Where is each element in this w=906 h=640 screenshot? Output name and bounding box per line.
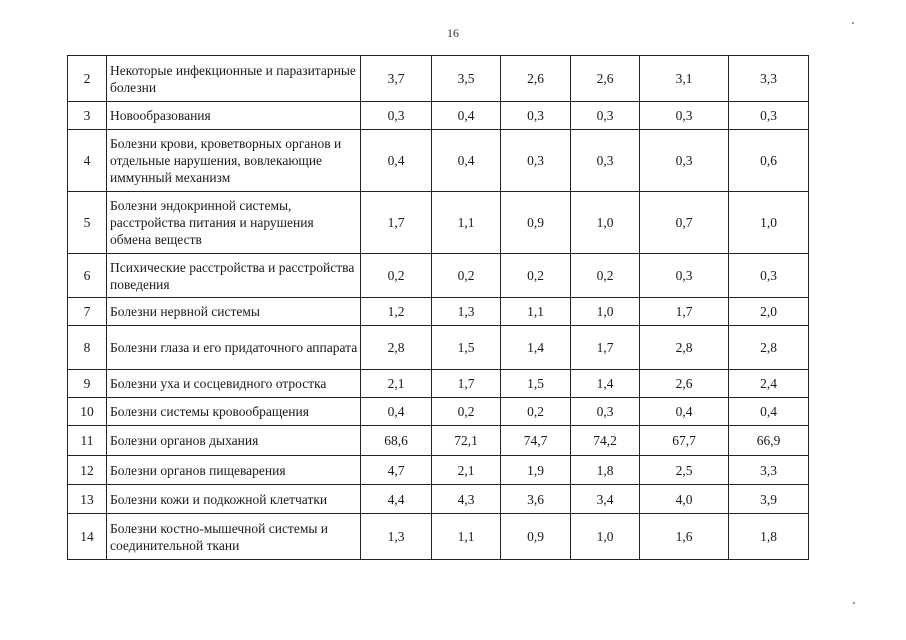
morbidity-table bbox=[67, 55, 809, 560]
row-number: 13 bbox=[68, 485, 107, 514]
value-cell: 3,7 bbox=[361, 56, 432, 102]
value-cell: 3,1 bbox=[640, 56, 729, 102]
disease-class-name: Болезни органов пищеварения bbox=[107, 456, 361, 485]
value-cell: 0,3 bbox=[501, 130, 571, 192]
value-cell: 1,4 bbox=[571, 370, 640, 398]
value-cell: 74,2 bbox=[571, 426, 640, 456]
value-cell: 2,0 bbox=[729, 298, 809, 326]
value-cell: 1,2 bbox=[361, 298, 432, 326]
value-cell: 0,3 bbox=[571, 102, 640, 130]
disease-class-name: Болезни костно-мышечной системы и соединительной ткани bbox=[107, 514, 361, 560]
value-cell: 3,4 bbox=[571, 485, 640, 514]
value-cell: 1,3 bbox=[361, 514, 432, 560]
value-cell: 0,2 bbox=[501, 398, 571, 426]
value-cell: 2,1 bbox=[432, 456, 501, 485]
value-cell: 0,2 bbox=[571, 254, 640, 298]
table-row bbox=[68, 298, 809, 326]
table-row bbox=[68, 514, 809, 560]
value-cell: 1,3 bbox=[432, 298, 501, 326]
value-cell: 0,2 bbox=[501, 254, 571, 298]
value-cell: 4,4 bbox=[361, 485, 432, 514]
value-cell: 0,3 bbox=[640, 102, 729, 130]
value-cell: 1,5 bbox=[501, 370, 571, 398]
disease-class-name: Болезни крови, кроветворных органов и отдельные нарушения, вовлекающие иммунный механизм bbox=[107, 130, 361, 192]
value-cell: 1,0 bbox=[571, 192, 640, 254]
value-cell: 0,4 bbox=[432, 130, 501, 192]
value-cell: 2,8 bbox=[729, 326, 809, 370]
value-cell: 1,0 bbox=[729, 192, 809, 254]
row-number: 11 bbox=[68, 426, 107, 456]
value-cell: 68,6 bbox=[361, 426, 432, 456]
value-cell: 2,6 bbox=[501, 56, 571, 102]
disease-class-name: Новообразования bbox=[107, 102, 361, 130]
value-cell: 3,6 bbox=[501, 485, 571, 514]
value-cell: 0,3 bbox=[571, 130, 640, 192]
table-row bbox=[68, 426, 809, 456]
value-cell: 2,8 bbox=[361, 326, 432, 370]
table-row bbox=[68, 370, 809, 398]
scan-speck bbox=[852, 22, 854, 24]
value-cell: 0,3 bbox=[729, 254, 809, 298]
disease-class-name: Болезни органов дыхания bbox=[107, 426, 361, 456]
value-cell: 0,3 bbox=[501, 102, 571, 130]
row-number: 2 bbox=[68, 56, 107, 102]
row-number: 5 bbox=[68, 192, 107, 254]
value-cell: 2,6 bbox=[571, 56, 640, 102]
value-cell: 0,9 bbox=[501, 514, 571, 560]
value-cell: 67,7 bbox=[640, 426, 729, 456]
table-row bbox=[68, 130, 809, 192]
table-row bbox=[68, 56, 809, 102]
value-cell: 1,0 bbox=[571, 298, 640, 326]
value-cell: 1,7 bbox=[571, 326, 640, 370]
value-cell: 1,4 bbox=[501, 326, 571, 370]
value-cell: 1,8 bbox=[729, 514, 809, 560]
value-cell: 0,6 bbox=[729, 130, 809, 192]
table-row bbox=[68, 102, 809, 130]
row-number: 10 bbox=[68, 398, 107, 426]
value-cell: 3,5 bbox=[432, 56, 501, 102]
value-cell: 0,2 bbox=[361, 254, 432, 298]
value-cell: 74,7 bbox=[501, 426, 571, 456]
value-cell: 0,3 bbox=[729, 102, 809, 130]
page-number: 16 bbox=[447, 26, 459, 40]
value-cell: 0,4 bbox=[361, 130, 432, 192]
value-cell: 2,8 bbox=[640, 326, 729, 370]
value-cell: 66,9 bbox=[729, 426, 809, 456]
value-cell: 0,3 bbox=[571, 398, 640, 426]
value-cell: 2,1 bbox=[361, 370, 432, 398]
value-cell: 3,3 bbox=[729, 56, 809, 102]
value-cell: 0,9 bbox=[501, 192, 571, 254]
value-cell: 0,3 bbox=[640, 254, 729, 298]
disease-class-name: Психические расстройства и расстройства поведения bbox=[107, 254, 361, 298]
value-cell: 2,5 bbox=[640, 456, 729, 485]
value-cell: 0,2 bbox=[432, 398, 501, 426]
row-number: 7 bbox=[68, 298, 107, 326]
value-cell: 72,1 bbox=[432, 426, 501, 456]
value-cell: 3,3 bbox=[729, 456, 809, 485]
value-cell: 2,6 bbox=[640, 370, 729, 398]
value-cell: 4,3 bbox=[432, 485, 501, 514]
value-cell: 1,9 bbox=[501, 456, 571, 485]
row-number: 8 bbox=[68, 326, 107, 370]
value-cell: 1,5 bbox=[432, 326, 501, 370]
table-row bbox=[68, 485, 809, 514]
value-cell: 0,4 bbox=[729, 398, 809, 426]
table-row bbox=[68, 326, 809, 370]
value-cell: 1,1 bbox=[432, 514, 501, 560]
row-number: 4 bbox=[68, 130, 107, 192]
disease-class-name: Некоторые инфекционные и паразитарные болезни bbox=[107, 56, 361, 102]
value-cell: 0,4 bbox=[361, 398, 432, 426]
table-row bbox=[68, 456, 809, 485]
value-cell: 1,0 bbox=[571, 514, 640, 560]
disease-class-name: Болезни глаза и его придаточного аппарата bbox=[107, 326, 361, 370]
value-cell: 1,6 bbox=[640, 514, 729, 560]
disease-class-name: Болезни кожи и подкожной клетчатки bbox=[107, 485, 361, 514]
value-cell: 0,3 bbox=[361, 102, 432, 130]
value-cell: 0,7 bbox=[640, 192, 729, 254]
value-cell: 0,4 bbox=[432, 102, 501, 130]
value-cell: 3,9 bbox=[729, 485, 809, 514]
value-cell: 0,2 bbox=[432, 254, 501, 298]
value-cell: 1,7 bbox=[432, 370, 501, 398]
value-cell: 1,7 bbox=[361, 192, 432, 254]
row-number: 3 bbox=[68, 102, 107, 130]
row-number: 12 bbox=[68, 456, 107, 485]
table-row bbox=[68, 398, 809, 426]
value-cell: 0,3 bbox=[640, 130, 729, 192]
value-cell: 1,7 bbox=[640, 298, 729, 326]
scan-speck bbox=[853, 602, 855, 604]
value-cell: 1,1 bbox=[501, 298, 571, 326]
row-number: 14 bbox=[68, 514, 107, 560]
disease-class-name: Болезни нервной системы bbox=[107, 298, 361, 326]
disease-class-name: Болезни системы кровообращения bbox=[107, 398, 361, 426]
value-cell: 4,0 bbox=[640, 485, 729, 514]
disease-class-name: Болезни уха и сосцевидного отростка bbox=[107, 370, 361, 398]
table-row bbox=[68, 254, 809, 298]
value-cell: 2,4 bbox=[729, 370, 809, 398]
disease-class-name: Болезни эндокринной системы, расстройства питания и нарушения обмена веществ bbox=[107, 192, 361, 254]
value-cell: 4,7 bbox=[361, 456, 432, 485]
value-cell: 0,4 bbox=[640, 398, 729, 426]
table-row bbox=[68, 192, 809, 254]
row-number: 9 bbox=[68, 370, 107, 398]
value-cell: 1,8 bbox=[571, 456, 640, 485]
row-number: 6 bbox=[68, 254, 107, 298]
value-cell: 1,1 bbox=[432, 192, 501, 254]
table-body bbox=[68, 56, 809, 560]
